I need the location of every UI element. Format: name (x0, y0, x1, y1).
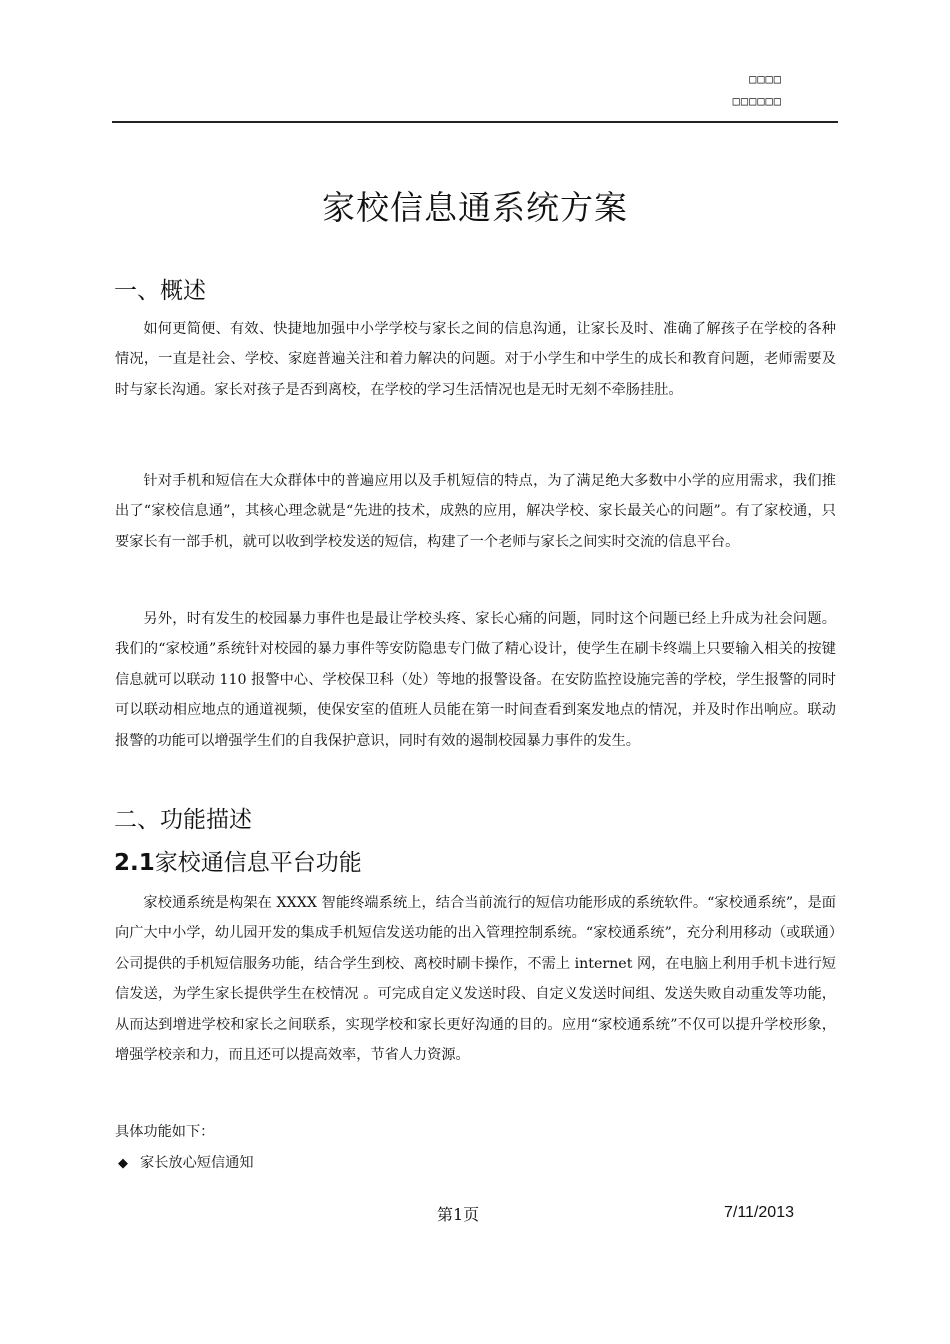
paragraph: 另外，时有发生的校园暴力事件也是最让学校头疼、家长心痛的问题，同时这个问题已经上升成为社会问题。我们的“家校通”系统针对校园的暴力事件等安防隐患专门做了精心设计，使学生在刷卡终端上只要输入相关的按键信息就可以联动 110 报警中心、学校保卫科（处）等地的报警设备。在安防监控设施完善的学校，学生报警的同时可以联动相应地点的通道视频，使保安室的值班人员能在第一时间查看到案发地点的情况，并及时作出响应。联动报警的功能可以增强学生们的自我保护意识，同时有效的遏制校园暴力事件的发生。 (115, 611, 836, 749)
header-mark-line-2: □□□□□□ (732, 94, 782, 108)
list-item (118, 1152, 254, 1172)
paragraph: 如何更简便、有效、快捷地加强中小学学校与家长之间的信息沟通，让家长及时、准确了解孩子在学校的各种情况，一直是社会、学校、家庭普遍关注和着力解决的问题。对于小学生和中学生的成长和教育问题，老师需要及时与家长沟通。家长对孩子是否到离校，在学校的学习生活情况也是无时无刻不牵肠挂肚。 (115, 321, 836, 398)
list-intro: 具体功能如下： (115, 1124, 215, 1140)
footer-date: 7/11/2013 (724, 1204, 794, 1221)
paragraph: 家校通系统是构架在 XXXX 智能终端系统上，结合当前流行的短信功能形成的系统软件。“家校通系统”，是面向广大中小学，幼儿园开发的集成手机短信发送功能的出入管理控制系统。“家校通系统”，充分利用移动（或联通）公司提供的手机短信服务功能，结合学生到校、离校时刷卡操作，不需上 internet 网，在电脑上利用手机卡进行短信发送，为学生家长提供学生在校情况 。可完成自定义发送时段、自定义发送时间组、发送失败自动重发等功能，从而达到增进学校和家长之间联系，实现学校和家长更好沟通的目的。应用“家校通系统”不仅可以提升学校形象，增强学校亲和力，而且还可以提高效率，节省人力资源。 (115, 895, 836, 1064)
list-item-text: 家长放心短信通知 (140, 1155, 254, 1171)
subsection-title: 家校通信息平台功能 (154, 850, 362, 876)
section-heading-functions: 二、功能描述 (114, 807, 252, 833)
subsection-heading (114, 844, 362, 877)
section-heading-overview: 一、概述 (114, 278, 206, 304)
subsection-number: 2.1 (114, 850, 155, 876)
page-number: 第1页 (437, 1205, 480, 1224)
paragraph: 针对手机和短信在大众群体中的普遍应用以及手机短信的特点，为了满足绝大多数中小学的应用需求，我们推出了“家校信息通”，其核心理念就是“先进的技术，成熟的应用，解决学校、家长最关心的问题”。有了家校通，只要家长有一部手机，就可以收到学校发送的短信，构建了一个老师与家长之间实时交流的信息平台。 (115, 473, 836, 550)
header-divider (112, 121, 838, 123)
diamond-bullet-icon: ◆ (118, 1156, 128, 1171)
header-mark-line-1: □□□□ (749, 72, 782, 86)
document-title: 家校信息通系统方案 (322, 188, 628, 227)
